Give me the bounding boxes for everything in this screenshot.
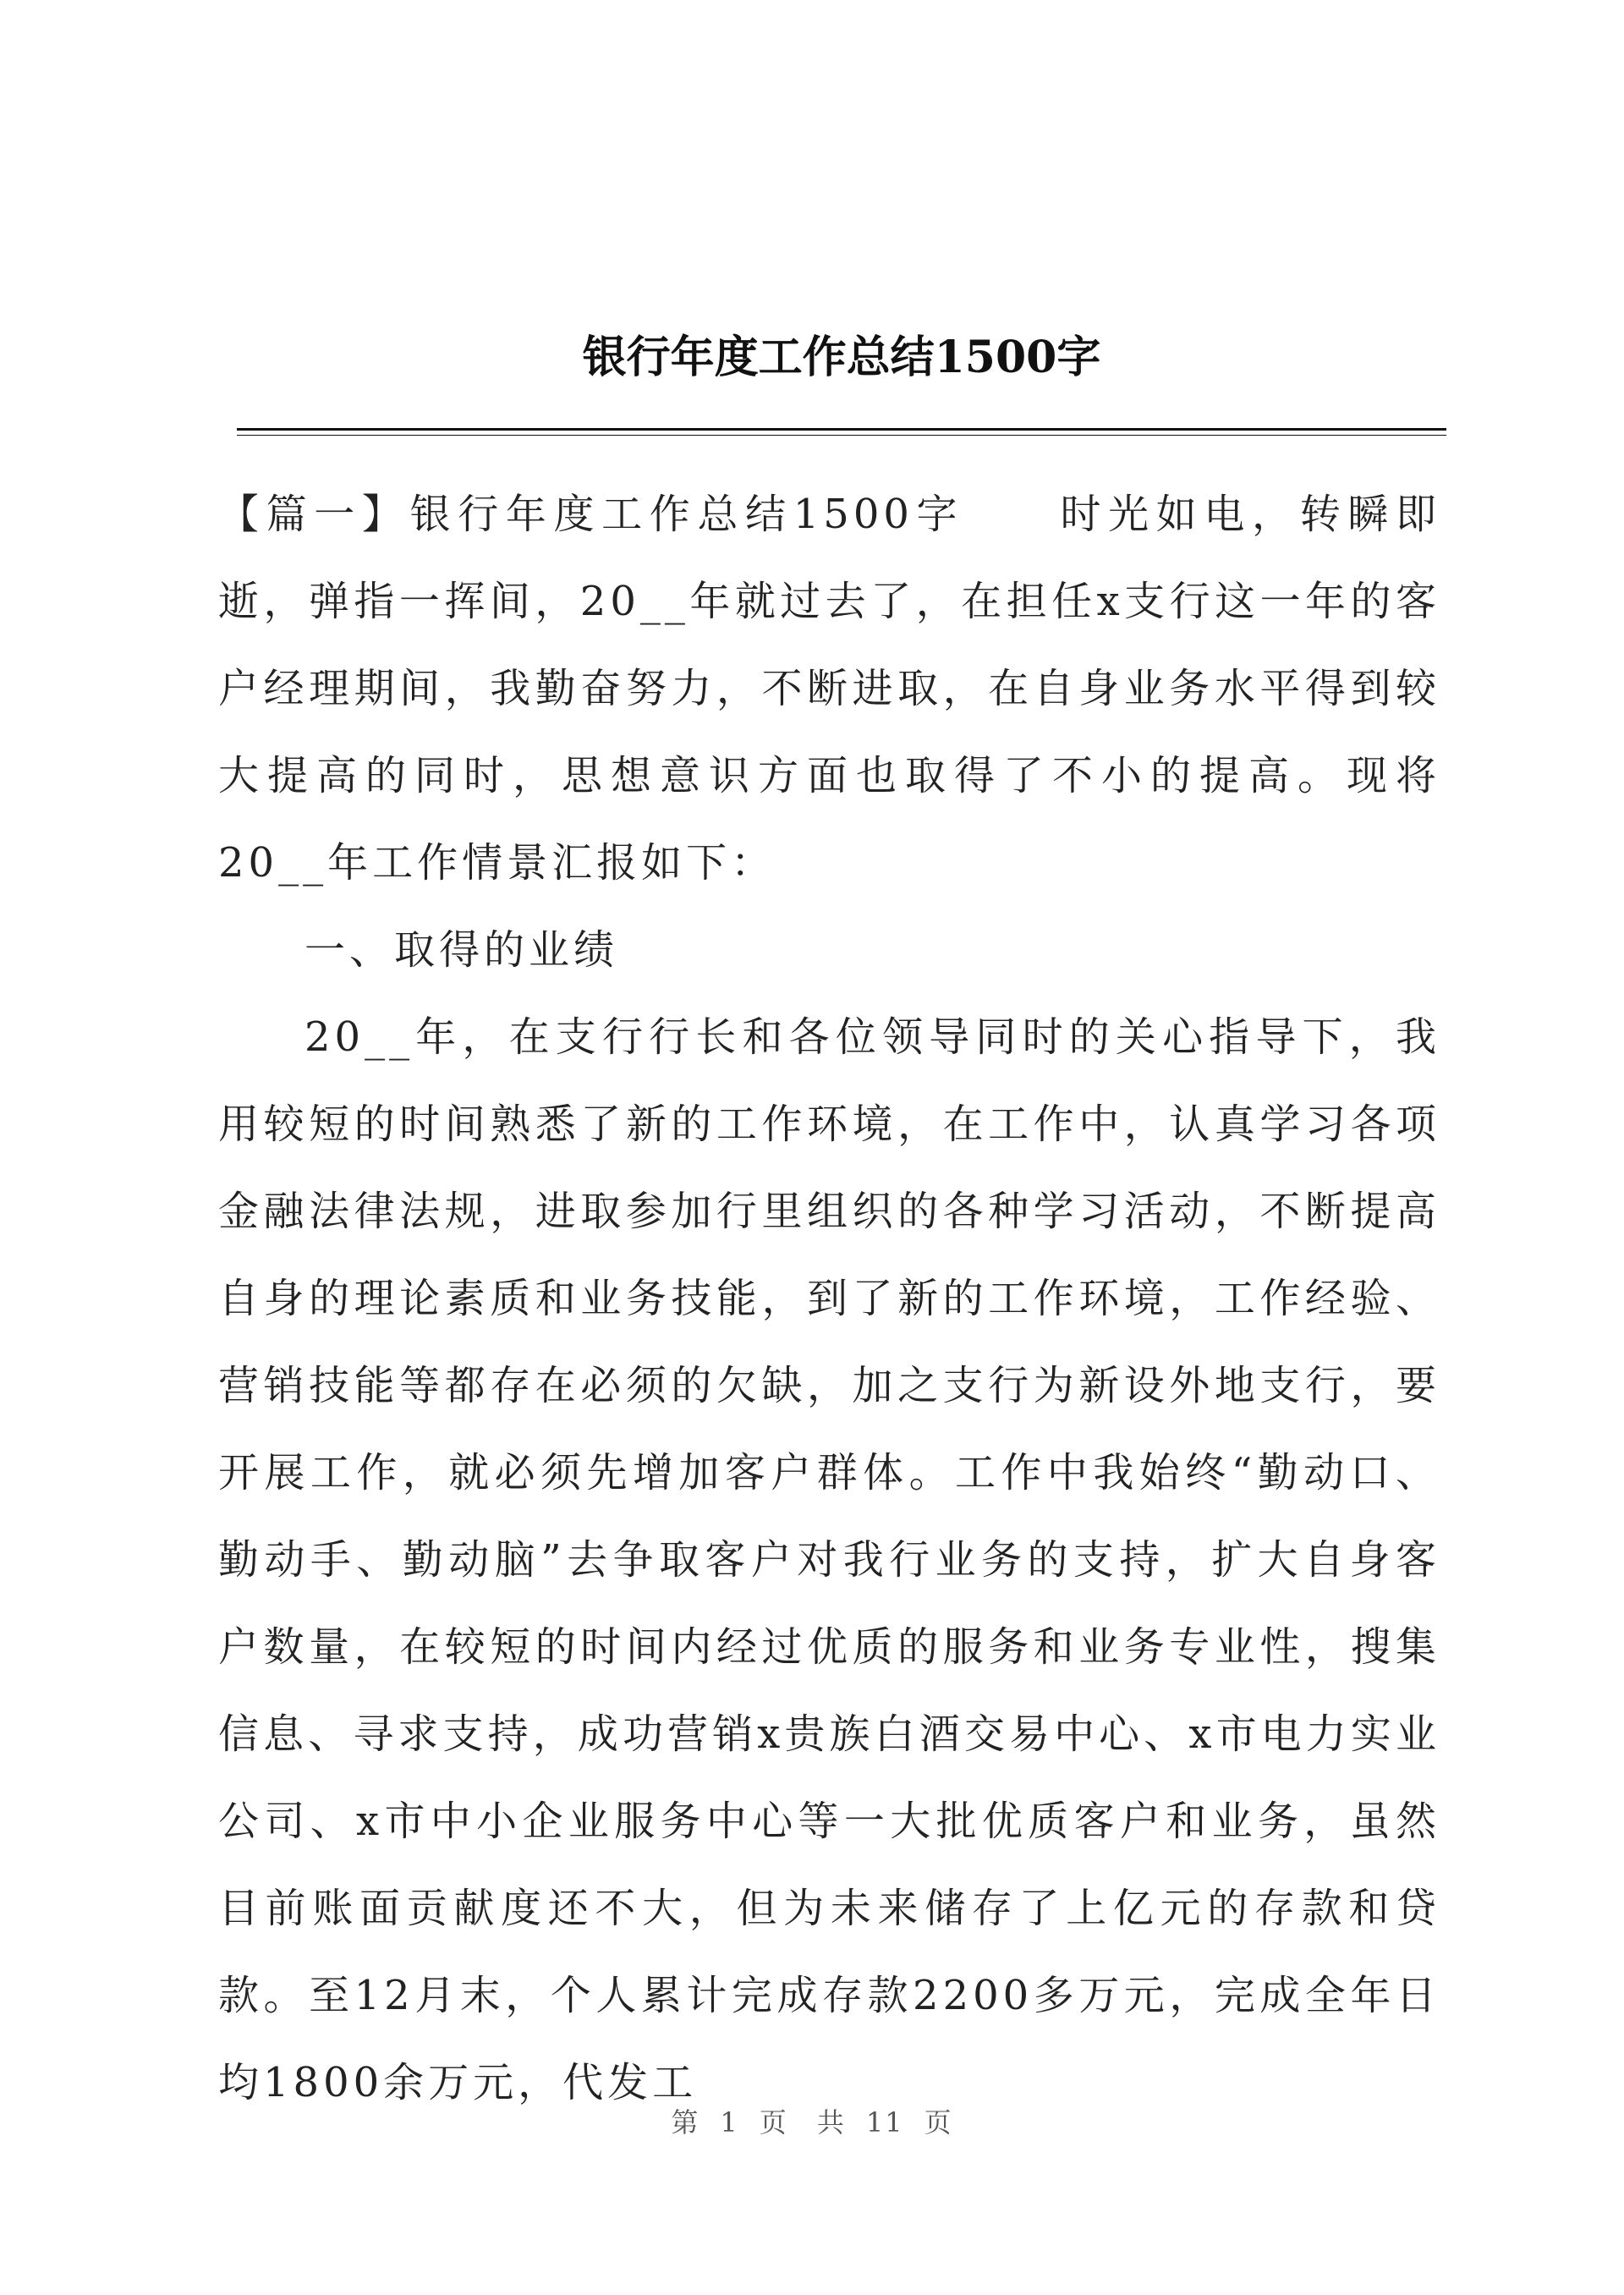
title-divider-thin [237, 435, 1446, 436]
document-title: 银行年度工作总结1500字 [582, 332, 1101, 383]
section-heading-achievements: 一、取得的业绩 [304, 926, 619, 974]
title-divider-thick [237, 428, 1446, 431]
page-label-mid: 页 共 [759, 2106, 846, 2139]
intro-paragraph: 【篇一】银行年度工作总结1500字 时光如电，转瞬即逝，弹指一挥间，20__年就过去了，在担任x支行这一年的客户经理期间，我勤奋努力，不断进取，在自身业务水平得到较大提高的同时，思想意识方面也取得了不小的提高。现将20__年工作情景汇报如下： [218, 491, 1440, 887]
document-body [218, 471, 1440, 2127]
page-label-suffix: 页 [924, 2106, 953, 2139]
total-pages-number: 11 [865, 2106, 904, 2139]
page-label-prefix: 第 [671, 2106, 700, 2139]
page-footer [0, 2101, 1624, 2140]
current-page-number: 1 [720, 2106, 739, 2139]
achievements-paragraph: 20__年，在支行行长和各位领导同时的关心指导下，我用较短的时间熟悉了新的工作环境，在工作中，认真学习各项金融法律法规，进取参加行里组织的各种学习活动，不断提高自身的理论素质和业务技能，到了新的工作环境，工作经验、营销技能等都存在必须的欠缺，加之支行为新设外地支行，要开展工作，就必须先增加客户群体。工作中我始终“勤动口、勤动手、勤动脑”去争取客户对我行业务的支持，扩大自身客户数量，在较短的时间内经过优质的服务和业务专业性，搜集信息、寻求支持，成功营销x贵族白酒交易中心、x市电力实业公司、x市中小企业服务中心等一大批优质客户和业务，虽然目前账面贡献度还不大，但为未来储存了上亿元的存款和贷款。至12月末，个人累计完成存款2200多万元，完成全年日均1800余万元，代发工 [218, 1013, 1440, 2106]
